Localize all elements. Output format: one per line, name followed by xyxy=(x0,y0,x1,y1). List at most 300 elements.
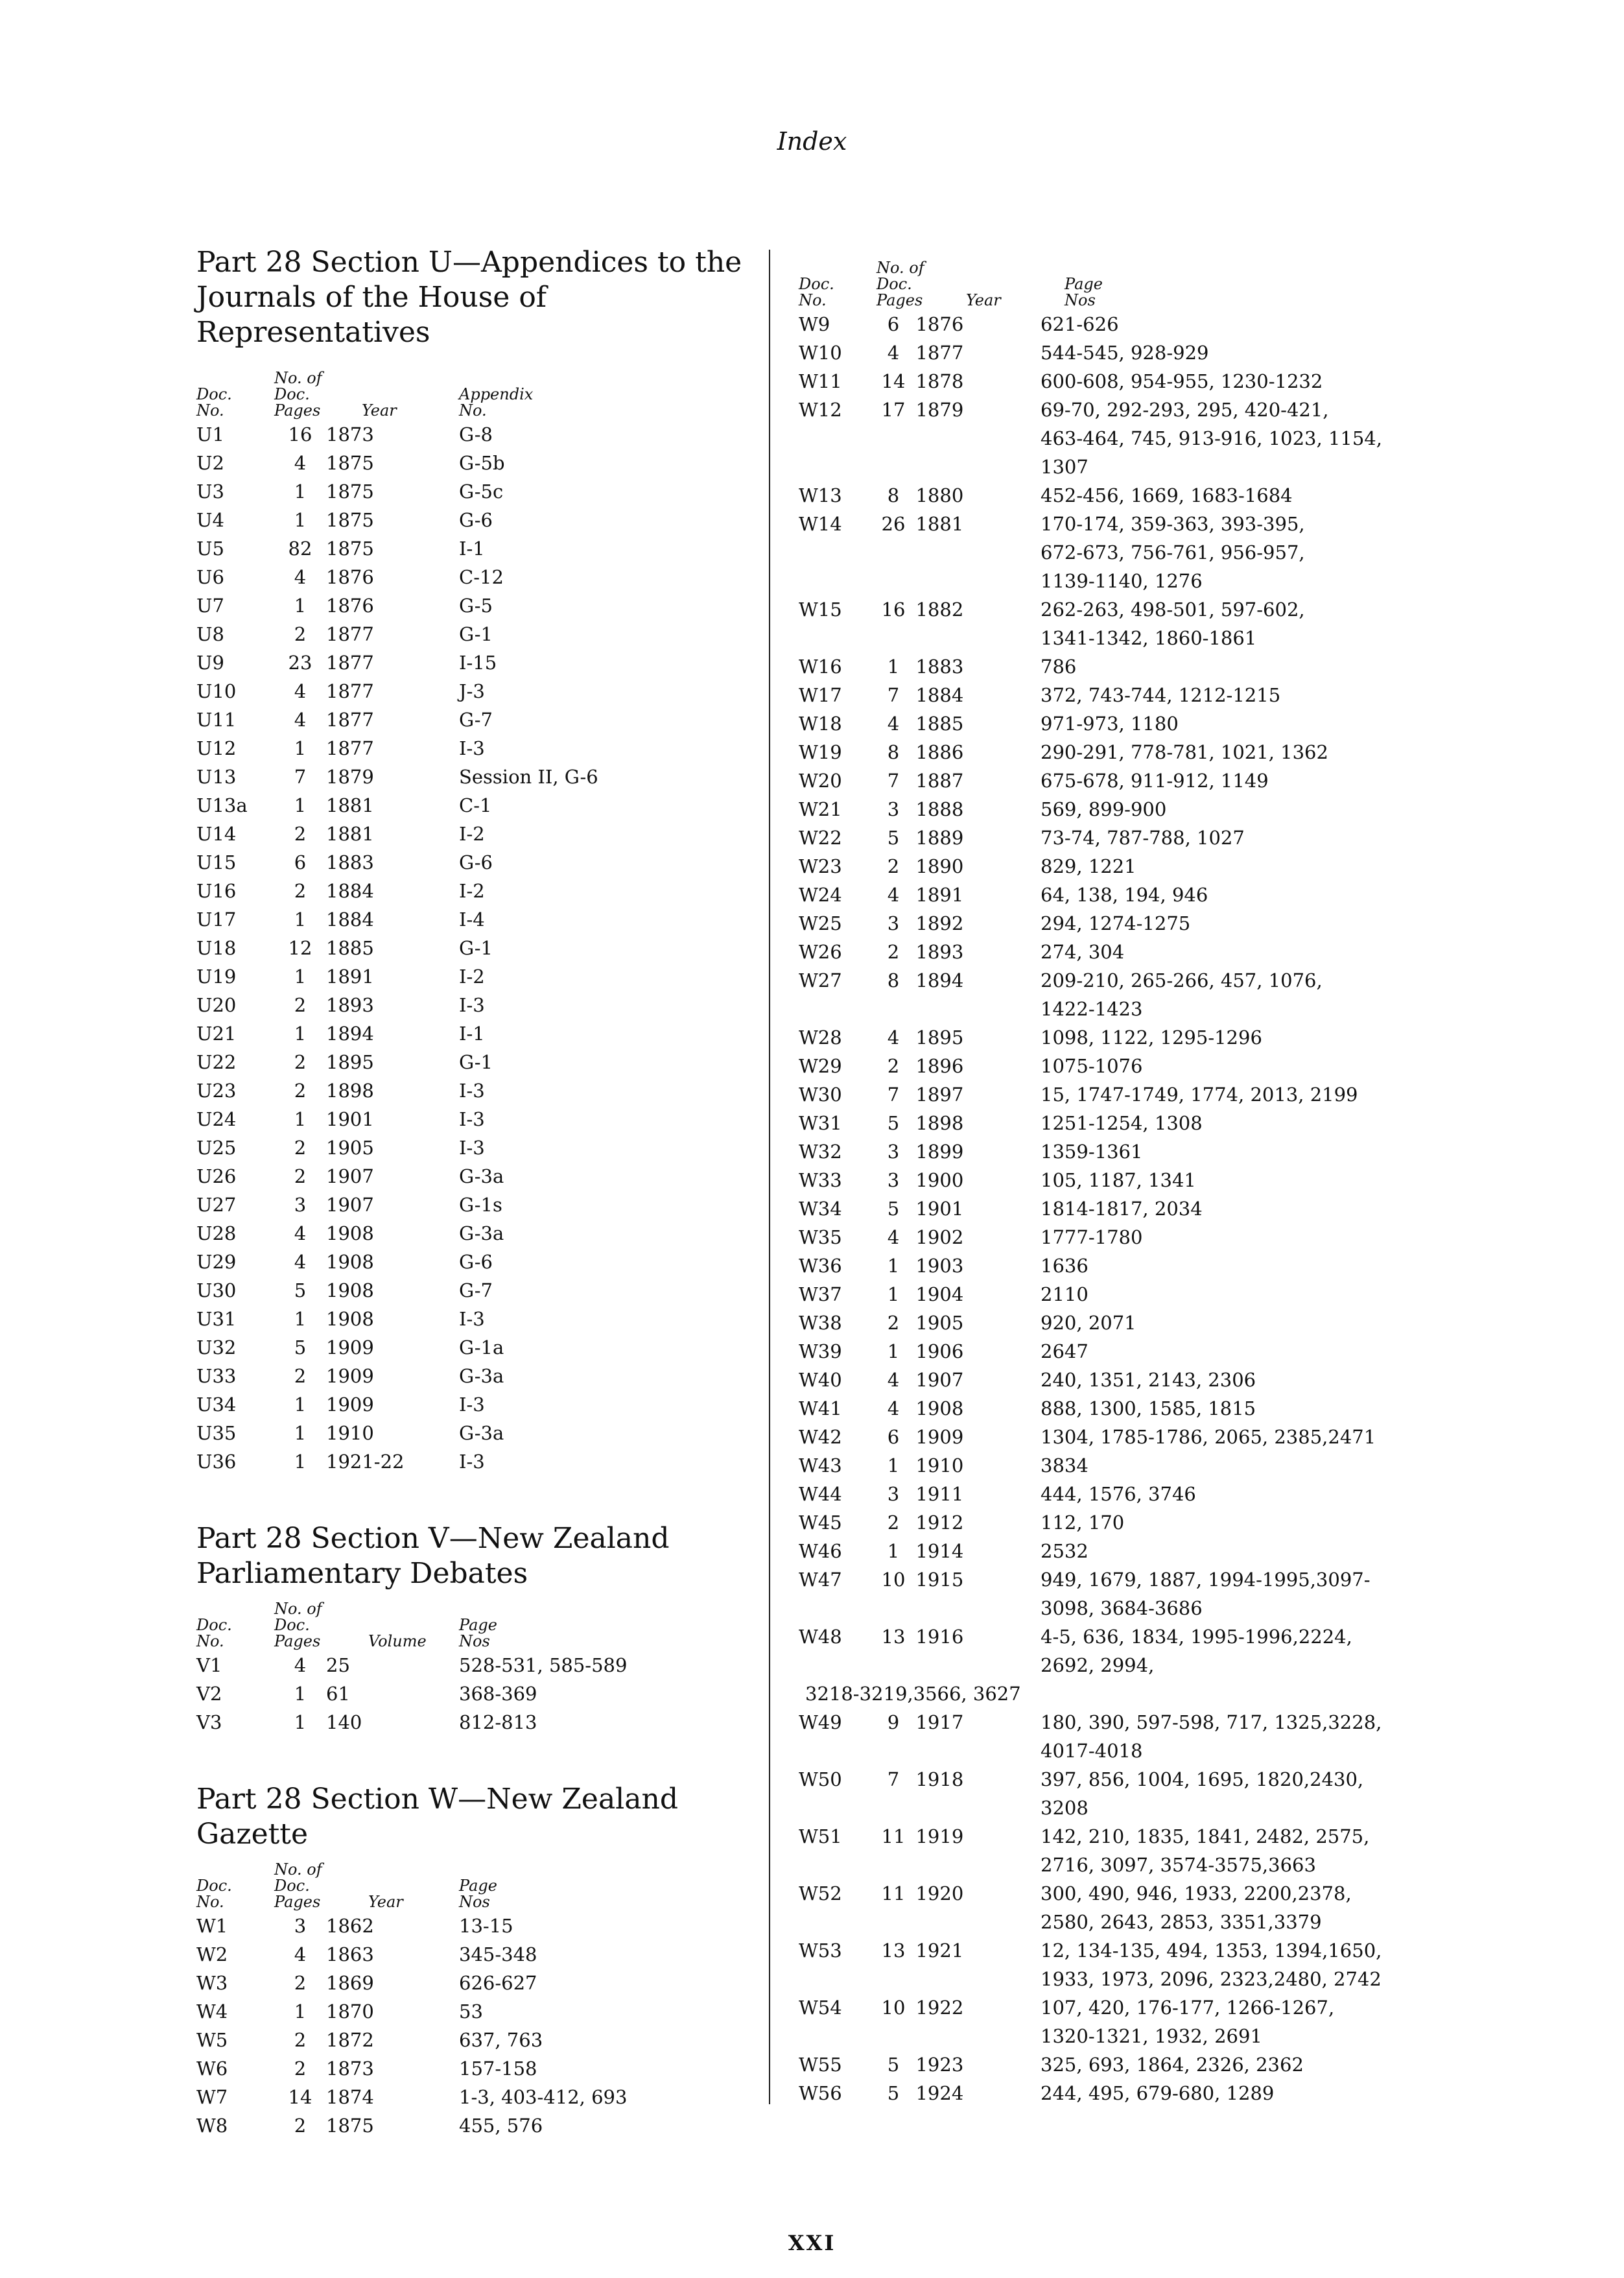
doc-number: W44 xyxy=(799,1483,842,1505)
page-count xyxy=(871,1794,916,1822)
year: 1875 xyxy=(326,481,374,503)
page-count: 1 xyxy=(294,1023,307,1045)
doc-number: U34 xyxy=(196,1394,237,1416)
year: 1884 xyxy=(326,880,374,902)
header-appendix: Appendix No. xyxy=(459,385,534,420)
page-numbers: 142, 210, 1835, 1841, 2482, 2575, xyxy=(1041,1825,1370,1847)
page-count: 8 xyxy=(887,969,900,991)
doc-number: W45 xyxy=(799,1512,842,1534)
year: 1862 xyxy=(326,1915,374,1937)
page-numbers: 444, 1576, 3746 xyxy=(1041,1483,1196,1505)
year: 1914 xyxy=(915,1540,964,1562)
page-count: 1 xyxy=(294,2000,307,2023)
year: 1875 xyxy=(326,509,374,531)
year xyxy=(915,1594,1041,1622)
section-u-title-line2: Journals of the House of Representatives xyxy=(196,281,547,349)
doc-number: W26 xyxy=(799,941,842,963)
year: 1909 xyxy=(915,1426,964,1448)
year: 1902 xyxy=(915,1226,964,1248)
page-numbers: 3208 xyxy=(1041,1797,1089,1819)
doc-number xyxy=(799,2022,871,2050)
doc-number: U27 xyxy=(196,1194,237,1216)
year xyxy=(915,453,1041,481)
header-page-nos: Page Nos xyxy=(1065,275,1103,309)
doc-number: W8 xyxy=(196,2115,228,2137)
table-row xyxy=(799,738,1382,766)
page-count: 7 xyxy=(887,684,900,706)
page-count: 8 xyxy=(887,741,900,763)
page-count: 16 xyxy=(881,599,906,621)
doc-number: W31 xyxy=(799,1112,842,1134)
left-column xyxy=(196,245,767,2140)
table-row xyxy=(196,934,767,962)
doc-number: U14 xyxy=(196,823,237,845)
table-row xyxy=(196,1076,767,1105)
doc-number: W38 xyxy=(799,1312,842,1334)
page-count: 2 xyxy=(294,880,307,902)
doc-number: W37 xyxy=(799,1283,842,1305)
page-count: 4 xyxy=(887,1226,900,1248)
table-row xyxy=(196,1219,767,1248)
page-numbers: 600-608, 954-955, 1230-1232 xyxy=(1041,370,1323,392)
doc-number: W25 xyxy=(799,912,842,934)
table-row xyxy=(799,1936,1382,1965)
doc-number: U28 xyxy=(196,1222,237,1244)
page-numbers: 290-291, 778-781, 1021, 1362 xyxy=(1041,741,1328,763)
page-count: 6 xyxy=(294,851,307,873)
page-count: 1 xyxy=(294,908,307,931)
page-count: 4 xyxy=(294,1654,307,1676)
table-row xyxy=(799,852,1382,881)
appendix-number: G-7 xyxy=(459,709,493,731)
page-count: 1 xyxy=(887,1255,900,1277)
doc-number: W51 xyxy=(799,1825,842,1847)
page-numbers: 157-158 xyxy=(459,2058,537,2080)
doc-number: W46 xyxy=(799,1540,842,1562)
year xyxy=(915,538,1041,567)
table-row-continuation xyxy=(799,1594,1382,1622)
page-numbers: 1304, 1785-1786, 2065, 2385,2471 xyxy=(1041,1426,1376,1448)
header-page-nos: Page Nos xyxy=(459,1616,497,1650)
doc-number: W55 xyxy=(799,2054,842,2076)
section-u-title-line1: Part 28 Section U—Appendices to the xyxy=(196,246,742,279)
table-row-continuation xyxy=(799,453,1382,481)
page-numbers: 1933, 1973, 2096, 2323,2480, 2742 xyxy=(1041,1968,1382,1990)
page-numbers: 1139-1140, 1276 xyxy=(1041,570,1203,592)
page-count: 1 xyxy=(294,1711,307,1733)
doc-number xyxy=(799,1737,871,1765)
doc-number: W40 xyxy=(799,1369,842,1391)
table-row xyxy=(196,1969,767,1997)
doc-number xyxy=(799,424,871,453)
year: 1884 xyxy=(326,908,374,931)
year: 1892 xyxy=(915,912,964,934)
page-numbers: 300, 490, 946, 1933, 2200,2378, xyxy=(1041,1882,1352,1904)
page-numbers: 4-5, 636, 1834, 1995-1996,2224, xyxy=(1041,1626,1352,1648)
table-row xyxy=(196,2111,767,2140)
year: 1872 xyxy=(326,2029,374,2051)
page-count: 4 xyxy=(294,1222,307,1244)
page-numbers: 2110 xyxy=(1041,1283,1089,1305)
page-count: 1 xyxy=(294,595,307,617)
page-count: 2 xyxy=(294,1080,307,1102)
page-numbers: 2532 xyxy=(1041,1540,1089,1562)
doc-number: U22 xyxy=(196,1051,237,1073)
doc-number: V3 xyxy=(196,1711,222,1733)
page-numbers: 455, 576 xyxy=(459,2115,543,2137)
page-numbers: 675-678, 911-912, 1149 xyxy=(1041,770,1269,792)
section-w-table-left xyxy=(196,1912,767,2140)
page-numbers: 1777-1780 xyxy=(1041,1226,1143,1248)
doc-number: W47 xyxy=(799,1569,842,1591)
table-row xyxy=(196,648,767,677)
year: 1885 xyxy=(915,713,964,735)
page-count: 10 xyxy=(881,1569,906,1591)
page-count: 3 xyxy=(887,1141,900,1163)
year: 1876 xyxy=(326,566,374,588)
doc-number: W18 xyxy=(799,713,842,735)
appendix-number: I-3 xyxy=(459,1137,485,1159)
year: 1898 xyxy=(915,1112,964,1134)
section-v-table xyxy=(196,1651,767,1737)
year: 1891 xyxy=(915,884,964,906)
section-u-header xyxy=(196,357,767,420)
table-row xyxy=(799,1309,1382,1337)
page-count: 1 xyxy=(294,481,307,503)
doc-number: U18 xyxy=(196,937,237,959)
appendix-number: G-7 xyxy=(459,1279,493,1301)
year: 1924 xyxy=(915,2082,964,2104)
page-numbers: 3218-3219,3566, 3627 xyxy=(805,1683,1021,1705)
table-row xyxy=(196,1105,767,1133)
page-count: 6 xyxy=(887,313,900,335)
page-count: 2 xyxy=(294,1365,307,1387)
doc-number: W3 xyxy=(196,1972,228,1994)
volume: 61 xyxy=(326,1683,350,1705)
page-numbers: 294, 1274-1275 xyxy=(1041,912,1191,934)
doc-number: U1 xyxy=(196,423,224,445)
table-row xyxy=(799,1080,1382,1109)
doc-number: W53 xyxy=(799,1940,842,1962)
table-row xyxy=(799,1423,1382,1451)
page-numbers: 368-369 xyxy=(459,1683,537,1705)
year: 1882 xyxy=(915,599,964,621)
year: 1877 xyxy=(326,623,374,645)
header-page-nos: Page Nos xyxy=(459,1877,497,1911)
doc-number: U13 xyxy=(196,766,237,788)
table-row xyxy=(196,706,767,734)
appendix-number: G-3a xyxy=(459,1365,504,1387)
table-row xyxy=(196,506,767,534)
section-w-header-left xyxy=(196,1858,767,1912)
header-year: Year xyxy=(368,1893,403,1911)
table-row xyxy=(799,709,1382,738)
table-row xyxy=(196,1997,767,2026)
year: 1901 xyxy=(326,1108,374,1130)
table-row xyxy=(799,338,1382,367)
year xyxy=(915,1908,1041,1936)
page-count xyxy=(871,1737,916,1765)
year: 1895 xyxy=(915,1026,964,1049)
page-numbers: 888, 1300, 1585, 1815 xyxy=(1041,1397,1256,1419)
page-numbers: 262-263, 498-501, 597-602, xyxy=(1041,599,1305,621)
year: 1898 xyxy=(326,1080,374,1102)
table-row xyxy=(196,620,767,648)
table-row-continuation xyxy=(799,567,1382,595)
year: 1922 xyxy=(915,1997,964,2019)
section-w xyxy=(196,1782,767,2140)
appendix-number: C-12 xyxy=(459,566,504,588)
page-count: 5 xyxy=(887,2054,900,2076)
page-numbers: 637, 763 xyxy=(459,2029,543,2051)
page-count: 4 xyxy=(294,680,307,702)
doc-number: W17 xyxy=(799,684,842,706)
appendix-number: G-5 xyxy=(459,595,493,617)
year: 1921-22 xyxy=(326,1451,405,1473)
doc-number: U29 xyxy=(196,1251,237,1273)
table-row xyxy=(799,966,1382,995)
year: 1874 xyxy=(326,2086,374,2108)
page-numbers: 69-70, 292-293, 295, 420-421, xyxy=(1041,399,1329,421)
page-numbers: 452-456, 1669, 1683-1684 xyxy=(1041,484,1293,506)
page-numbers: 105, 1187, 1341 xyxy=(1041,1169,1196,1191)
doc-number: U7 xyxy=(196,595,224,617)
page-numbers: 1307 xyxy=(1041,456,1089,478)
doc-number xyxy=(799,995,871,1023)
table-row xyxy=(196,1333,767,1362)
header-pages: No. of Doc. Pages xyxy=(877,259,924,309)
table-row-continuation xyxy=(799,1651,1382,1679)
table-row xyxy=(799,1622,1382,1651)
page-count: 2 xyxy=(294,823,307,845)
table-row xyxy=(196,763,767,791)
page-numbers: 626-627 xyxy=(459,1972,537,1994)
year xyxy=(915,2022,1041,2050)
appendix-number: G-8 xyxy=(459,423,493,445)
year: 1905 xyxy=(915,1312,964,1334)
year: 1905 xyxy=(326,1137,374,1159)
page-count: 2 xyxy=(887,1055,900,1077)
page-numbers: 528-531, 585-589 xyxy=(459,1654,628,1676)
page-numbers: 463-464, 745, 913-916, 1023, 1154, xyxy=(1041,427,1382,449)
page-numbers: 1075-1076 xyxy=(1041,1055,1143,1077)
year: 1906 xyxy=(915,1340,964,1362)
page-count: 2 xyxy=(887,855,900,877)
table-row xyxy=(196,1362,767,1390)
doc-number: W19 xyxy=(799,741,842,763)
year: 1878 xyxy=(915,370,964,392)
doc-number: W32 xyxy=(799,1141,842,1163)
page-numbers: 2692, 2994, xyxy=(1041,1654,1155,1676)
table-row xyxy=(196,791,767,820)
table-row xyxy=(196,563,767,591)
doc-number: W50 xyxy=(799,1768,842,1790)
table-row xyxy=(196,1305,767,1333)
year xyxy=(915,424,1041,453)
appendix-number: G-6 xyxy=(459,1251,493,1273)
table-row xyxy=(799,1337,1382,1366)
table-row xyxy=(196,1912,767,1940)
column-divider xyxy=(769,250,770,2104)
page-numbers: 209-210, 265-266, 457, 1076, xyxy=(1041,969,1323,991)
page-count xyxy=(871,453,916,481)
doc-number: U30 xyxy=(196,1279,237,1301)
doc-number: W15 xyxy=(799,599,842,621)
table-row xyxy=(799,1194,1382,1223)
page-numbers: 672-673, 756-761, 956-957, xyxy=(1041,541,1305,564)
year: 1907 xyxy=(326,1194,374,1216)
page-count xyxy=(871,624,916,652)
table-row-continuation xyxy=(799,1737,1382,1765)
page-count: 1 xyxy=(887,656,900,678)
page-count: 5 xyxy=(887,2082,900,2104)
year: 1908 xyxy=(326,1308,374,1330)
year: 1885 xyxy=(326,937,374,959)
doc-number: W16 xyxy=(799,656,842,678)
page-count: 3 xyxy=(294,1915,307,1937)
doc-number: W9 xyxy=(799,313,830,335)
year: 1908 xyxy=(326,1279,374,1301)
doc-number: U24 xyxy=(196,1108,237,1130)
table-row xyxy=(799,1366,1382,1394)
doc-number: W33 xyxy=(799,1169,842,1191)
page-numbers: 1251-1254, 1308 xyxy=(1041,1112,1203,1134)
year: 1893 xyxy=(326,994,374,1016)
doc-number: W36 xyxy=(799,1255,842,1277)
appendix-number: I-2 xyxy=(459,966,485,988)
year: 1904 xyxy=(915,1283,964,1305)
page-numbers: 1636 xyxy=(1041,1255,1089,1277)
volume: 25 xyxy=(326,1654,350,1676)
doc-number: W10 xyxy=(799,342,842,364)
year: 1900 xyxy=(915,1169,964,1191)
page-count: 2 xyxy=(887,941,900,963)
doc-number: U20 xyxy=(196,994,237,1016)
page-count: 1 xyxy=(294,1451,307,1473)
appendix-number: G-6 xyxy=(459,851,493,873)
page-count: 2 xyxy=(294,2115,307,2137)
year: 1877 xyxy=(915,342,964,364)
table-row xyxy=(196,420,767,449)
year: 1919 xyxy=(915,1825,964,1847)
doc-number: V1 xyxy=(196,1654,222,1676)
page-count: 4 xyxy=(294,1943,307,1965)
doc-number: U13a xyxy=(196,794,248,816)
page-count: 26 xyxy=(881,513,906,535)
appendix-number: I-3 xyxy=(459,737,485,759)
page-count: 13 xyxy=(881,1626,906,1648)
page-numbers: 240, 1351, 2143, 2306 xyxy=(1041,1369,1256,1391)
page-numbers: 829, 1221 xyxy=(1041,855,1136,877)
table-row xyxy=(196,991,767,1019)
page-numbers: 3098, 3684-3686 xyxy=(1041,1597,1203,1619)
page-numbers: 13-15 xyxy=(459,1915,513,1937)
doc-number: W35 xyxy=(799,1226,842,1248)
page-count: 11 xyxy=(881,1882,906,1904)
doc-number: W49 xyxy=(799,1711,842,1733)
header-pages: No. of Doc. Pages xyxy=(274,1600,322,1650)
page-count: 2 xyxy=(887,1512,900,1534)
page-numbers: 64, 138, 194, 946 xyxy=(1041,884,1208,906)
page-numbers: 569, 899-900 xyxy=(1041,798,1167,820)
table-row-continuation xyxy=(799,2022,1382,2050)
doc-number: W29 xyxy=(799,1055,842,1077)
table-row xyxy=(799,1565,1382,1594)
appendix-number: I-3 xyxy=(459,1451,485,1473)
page-count: 2 xyxy=(294,623,307,645)
page-count: 1 xyxy=(294,1683,307,1705)
page-count xyxy=(871,1965,916,1993)
page-count xyxy=(871,1908,916,1936)
table-row xyxy=(799,1765,1382,1794)
page-numbers: 1341-1342, 1860-1861 xyxy=(1041,627,1257,649)
year: 1881 xyxy=(326,794,374,816)
page-numbers: 274, 304 xyxy=(1041,941,1125,963)
table-row xyxy=(799,1993,1382,2022)
year: 1880 xyxy=(915,484,964,506)
page-count: 5 xyxy=(887,827,900,849)
year: 1899 xyxy=(915,1141,964,1163)
year: 1911 xyxy=(915,1483,964,1505)
doc-number: U9 xyxy=(196,652,224,674)
page-count: 1 xyxy=(294,1108,307,1130)
appendix-number: I-3 xyxy=(459,1108,485,1130)
page-count: 14 xyxy=(288,2086,312,2108)
section-v-title-line2: Parliamentary Debates xyxy=(196,1557,528,1590)
header-doc-no: Doc. No. xyxy=(196,1616,232,1650)
table-row xyxy=(799,367,1382,396)
year xyxy=(915,1794,1041,1822)
page-numbers: 949, 1679, 1887, 1994-1995,3097- xyxy=(1041,1569,1371,1591)
doc-number: U2 xyxy=(196,452,224,474)
table-row xyxy=(799,1394,1382,1423)
appendix-number: G-1 xyxy=(459,1051,493,1073)
year: 1908 xyxy=(326,1251,374,1273)
page-numbers: 372, 743-744, 1212-1215 xyxy=(1041,684,1281,706)
doc-number: U33 xyxy=(196,1365,237,1387)
page-count: 5 xyxy=(294,1336,307,1358)
year: 1910 xyxy=(915,1454,964,1477)
year xyxy=(915,1651,1041,1679)
year: 1879 xyxy=(915,399,964,421)
year xyxy=(915,1737,1041,1765)
page-count: 7 xyxy=(887,770,900,792)
year xyxy=(915,995,1041,1023)
page-numbers: 2716, 3097, 3574-3575,3663 xyxy=(1041,1854,1316,1876)
appendix-number: I-3 xyxy=(459,994,485,1016)
year: 1886 xyxy=(915,741,964,763)
page-numbers: 4017-4018 xyxy=(1041,1740,1143,1762)
page-numbers: 112, 170 xyxy=(1041,1512,1125,1534)
doc-number: U36 xyxy=(196,1451,237,1473)
section-u-title xyxy=(196,245,767,350)
page-numbers: 12, 134-135, 494, 1353, 1394,1650, xyxy=(1041,1940,1382,1962)
appendix-number: G-6 xyxy=(459,509,493,531)
appendix-number: I-3 xyxy=(459,1080,485,1102)
table-row xyxy=(196,1276,767,1305)
page-count: 4 xyxy=(887,1026,900,1049)
year: 1873 xyxy=(326,2058,374,2080)
page-numbers: 920, 2071 xyxy=(1041,1312,1136,1334)
doc-number: U26 xyxy=(196,1165,237,1187)
table-row xyxy=(196,1248,767,1276)
doc-number: W22 xyxy=(799,827,842,849)
year: 1908 xyxy=(915,1397,964,1419)
page-count xyxy=(871,424,916,453)
appendix-number: I-4 xyxy=(459,908,485,931)
page-count: 7 xyxy=(887,1084,900,1106)
doc-number: W34 xyxy=(799,1198,842,1220)
